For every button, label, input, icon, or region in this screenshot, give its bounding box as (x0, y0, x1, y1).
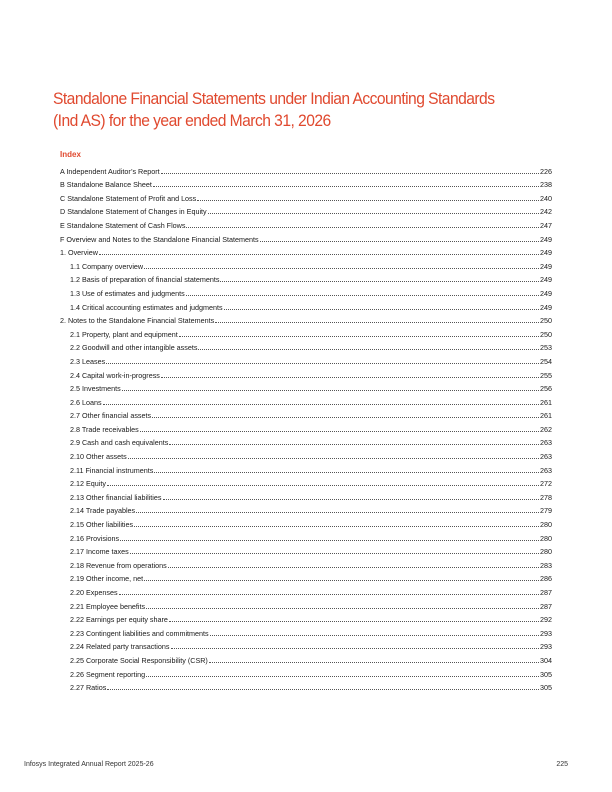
toc-entry-page: 280 (540, 520, 552, 530)
dot-leader (210, 635, 539, 636)
toc-entry-page: 305 (540, 669, 552, 679)
toc-entry[interactable] (60, 638, 552, 652)
toc-entry[interactable] (60, 230, 552, 244)
dot-leader (146, 608, 539, 609)
toc-entry-page: 249 (540, 275, 552, 285)
page-number: 225 (556, 761, 568, 768)
toc-entry[interactable] (60, 339, 552, 353)
dot-leader (208, 213, 539, 214)
toc-entry[interactable] (60, 284, 552, 298)
toc-entry-page: 287 (540, 588, 552, 597)
dot-leader (134, 526, 539, 527)
dot-leader (128, 458, 539, 459)
toc-entry[interactable] (60, 216, 552, 230)
toc-entry-label: E Standalone Statement of Cash Flows (60, 220, 186, 230)
toc-entry[interactable] (60, 543, 552, 557)
dot-leader (198, 349, 539, 350)
toc-entry[interactable] (60, 583, 552, 597)
toc-entry[interactable] (60, 597, 552, 611)
toc-entry-page: 226 (540, 166, 552, 176)
dot-leader (119, 594, 539, 595)
toc-entry-label: 2.16 Provisions (70, 533, 120, 543)
toc-entry-label: 2.9 Cash and cash equivalents (70, 438, 169, 448)
dot-leader (168, 567, 539, 568)
toc-entry[interactable] (60, 257, 552, 271)
toc-entry-label: 2.26 Segment reporting (70, 669, 146, 679)
toc-entry-page: 253 (540, 343, 552, 353)
index-heading: Index (60, 150, 81, 159)
dot-leader (107, 689, 539, 690)
toc-entry-label: 2.13 Other financial liabilities (70, 492, 162, 502)
table-of-contents (60, 162, 552, 692)
toc-entry[interactable] (60, 380, 552, 394)
toc-entry-label: 2.15 Other liabilities (70, 520, 134, 530)
toc-entry-label: D Standalone Statement of Changes in Equity (60, 207, 207, 217)
dot-leader (209, 662, 539, 663)
toc-entry[interactable] (60, 271, 552, 285)
toc-entry-page: 292 (540, 615, 552, 625)
dot-leader (179, 336, 539, 337)
toc-entry-label: 2.12 Equity (70, 479, 106, 489)
toc-entry[interactable] (60, 611, 552, 625)
dot-leader (220, 281, 539, 282)
toc-entry-label: 2.24 Related party transactions (70, 642, 170, 652)
toc-entry-page: 283 (540, 560, 552, 570)
toc-entry[interactable] (60, 393, 552, 407)
dot-leader (161, 173, 539, 174)
toc-entry[interactable] (60, 665, 552, 679)
toc-entry-label: 2. Notes to the Standalone Financial Statements (60, 316, 215, 326)
toc-entry-label: 2.8 Trade receivables (70, 424, 139, 434)
dot-leader (99, 254, 539, 255)
dot-leader (186, 227, 539, 228)
page-title: Standalone Financial Statements under Indian Accounting Standards (Ind AS) for the year ended March 31, 2026 (53, 89, 495, 130)
toc-entry[interactable] (60, 475, 552, 489)
dot-leader (144, 580, 539, 581)
toc-entry-label: 1.3 Use of estimates and judgments (70, 288, 185, 298)
dot-leader (122, 390, 539, 391)
toc-entry[interactable] (60, 624, 552, 638)
toc-entry-page: 249 (540, 248, 552, 258)
toc-entry-page: 263 (540, 465, 552, 475)
toc-entry-page: 279 (540, 506, 552, 516)
dot-leader (197, 200, 539, 201)
toc-entry-page: 249 (540, 261, 552, 271)
toc-entry[interactable] (60, 679, 552, 693)
toc-entry-label: 2.11 Financial instruments (70, 465, 154, 475)
toc-entry-page: 262 (540, 424, 552, 434)
toc-entry-page: 250 (540, 316, 552, 326)
dot-leader (224, 309, 539, 310)
toc-entry[interactable] (60, 325, 552, 339)
toc-entry-page: 263 (540, 438, 552, 448)
toc-entry-page: 263 (540, 452, 552, 462)
toc-entry-page: 293 (540, 642, 552, 652)
toc-entry-page: 254 (540, 356, 552, 366)
toc-entry[interactable] (60, 447, 552, 461)
toc-entry[interactable] (60, 189, 552, 203)
dot-leader (163, 499, 540, 500)
toc-entry-page: 250 (540, 329, 552, 339)
dot-leader (161, 377, 539, 378)
toc-entry[interactable] (60, 570, 552, 584)
toc-entry-label: 2.18 Revenue from operations (70, 560, 167, 570)
toc-entry-label: 2.5 Investments (70, 384, 121, 394)
toc-entry-label: 2.27 Ratios (70, 683, 107, 693)
toc-entry[interactable] (60, 488, 552, 502)
toc-entry[interactable] (60, 162, 552, 176)
dot-leader (146, 676, 539, 677)
toc-entry-label: 2.6 Loans (70, 397, 102, 407)
toc-entry-page: 305 (540, 683, 552, 693)
dot-leader (144, 268, 539, 269)
toc-entry-label: F Overview and Notes to the Standalone Financial Statements (60, 234, 259, 244)
toc-entry-page: 256 (540, 384, 552, 394)
toc-entry-page: 249 (540, 302, 552, 312)
toc-entry-label: 1. Overview (60, 248, 98, 258)
dot-leader (260, 241, 539, 242)
toc-entry-label: 2.17 Income taxes (70, 547, 129, 557)
toc-entry[interactable] (60, 366, 552, 380)
toc-entry-label: B Standalone Balance Sheet (60, 180, 152, 190)
toc-entry[interactable] (60, 244, 552, 258)
toc-entry-label: 2.3 Leases (70, 356, 106, 366)
toc-entry[interactable] (60, 529, 552, 543)
toc-entry-page: 272 (540, 479, 552, 489)
toc-entry[interactable] (60, 312, 552, 326)
dot-leader (186, 295, 539, 296)
footer-report-name: Infosys Integrated Annual Report 2025-26 (24, 761, 154, 768)
dot-leader (153, 186, 539, 187)
dot-leader (140, 431, 539, 432)
toc-entry-label: 1.4 Critical accounting estimates and judgments (70, 302, 223, 312)
toc-entry-page: 261 (540, 411, 552, 421)
dot-leader (215, 322, 539, 323)
toc-entry-label: 2.10 Other assets (70, 452, 127, 462)
toc-entry[interactable] (60, 352, 552, 366)
dot-leader (171, 648, 540, 649)
toc-entry-label: 2.22 Earnings per equity share (70, 615, 168, 625)
toc-entry-label: 2.25 Corporate Social Responsibility (CSR) (70, 655, 208, 665)
toc-entry-label: 2.19 Other income, net (70, 574, 144, 584)
toc-entry-label: A Independent Auditor’s Report (60, 166, 160, 176)
toc-entry-label: 2.23 Contingent liabilities and commitments (70, 628, 209, 638)
toc-entry-page: 249 (540, 288, 552, 298)
toc-entry-label: 2.4 Capital work-in-progress (70, 370, 160, 380)
dot-leader (136, 512, 539, 513)
toc-entry[interactable] (60, 556, 552, 570)
toc-entry-label: 2.1 Property, plant and equipment (70, 329, 178, 339)
dot-leader (130, 553, 539, 554)
toc-entry-label: 2.7 Other financial assets (70, 411, 152, 421)
toc-entry-page: 247 (540, 220, 552, 230)
dot-leader (169, 621, 539, 622)
toc-entry-label: 1.2 Basis of preparation of financial statements (70, 275, 220, 285)
toc-entry-page: 293 (540, 628, 552, 638)
toc-entry-page: 255 (540, 370, 552, 380)
toc-entry-page: 261 (540, 397, 552, 407)
toc-entry-page: 287 (540, 601, 552, 611)
toc-entry-label: 1.1 Company overview (70, 261, 144, 271)
toc-entry[interactable] (60, 651, 552, 665)
toc-entry[interactable] (60, 434, 552, 448)
dot-leader (106, 363, 539, 364)
toc-entry-page: 278 (540, 492, 552, 502)
toc-entry-page: 286 (540, 574, 552, 584)
dot-leader (169, 444, 539, 445)
toc-entry-page: 280 (540, 533, 552, 543)
toc-entry[interactable] (60, 203, 552, 217)
toc-entry-page: 280 (540, 547, 552, 557)
toc-entry-label: 2.21 Employee benefits (70, 601, 146, 611)
dot-leader (152, 417, 539, 418)
toc-entry[interactable] (60, 502, 552, 516)
toc-entry-label: 2.2 Goodwill and other intangible assets (70, 343, 198, 353)
toc-entry-page: 249 (540, 234, 552, 244)
dot-leader (103, 404, 539, 405)
toc-entry-page: 240 (540, 193, 552, 203)
toc-entry-label: 2.20 Expenses (70, 588, 118, 597)
toc-entry[interactable] (60, 176, 552, 190)
toc-entry[interactable] (60, 461, 552, 475)
toc-entry[interactable] (60, 407, 552, 421)
dot-leader (107, 485, 539, 486)
toc-entry-page: 304 (540, 655, 552, 665)
dot-leader (154, 472, 539, 473)
toc-entry[interactable] (60, 515, 552, 529)
toc-entry-label: C Standalone Statement of Profit and Loss (60, 193, 197, 203)
toc-entry[interactable] (60, 420, 552, 434)
dot-leader (120, 540, 539, 541)
toc-entry[interactable] (60, 298, 552, 312)
toc-entry-page: 242 (540, 207, 552, 217)
toc-entry-label: 2.14 Trade payables (70, 506, 136, 516)
toc-entry-page: 238 (540, 180, 552, 190)
